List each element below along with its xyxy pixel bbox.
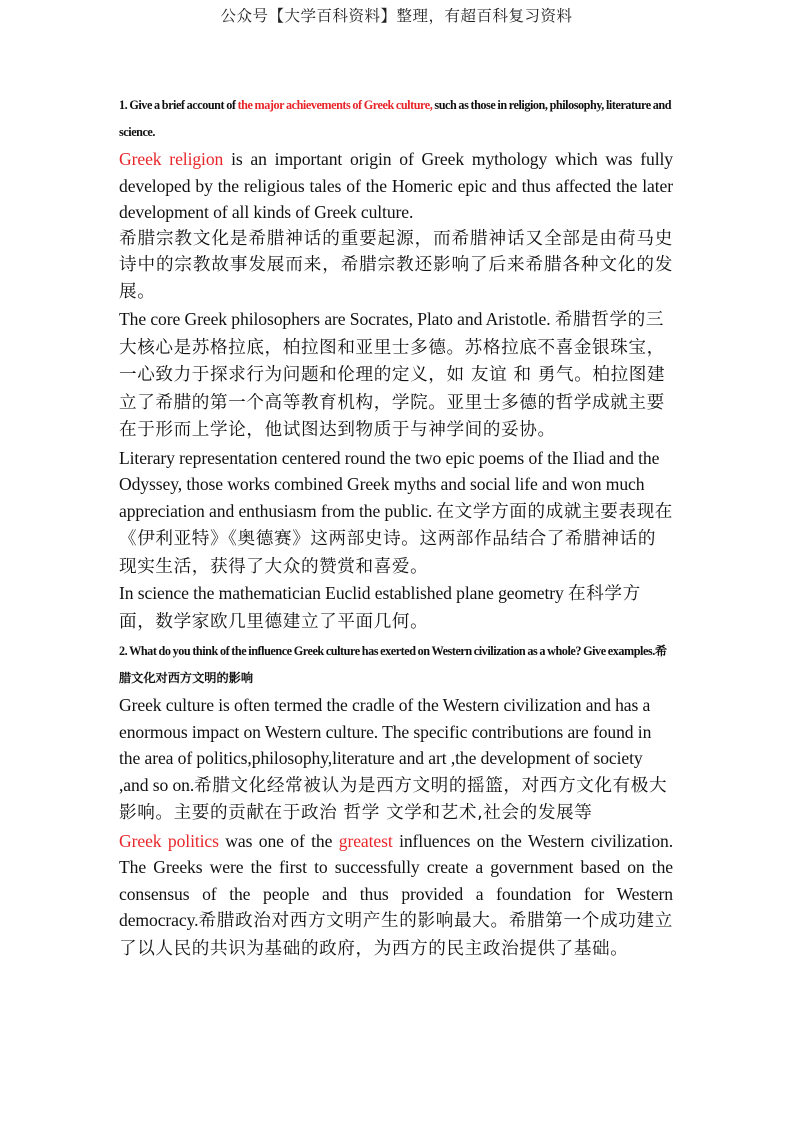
question-1 [119, 92, 673, 146]
question-1-prefix: 1. Give a brief account of [119, 98, 238, 112]
influence-text-en: Greek culture is often termed the cradle of the Western civilization and has a enormous impact on Western culture. The specific contributions are found in the area of politics,philosophy,literature and art ,the development of society ,and so on. [119, 695, 652, 795]
influence-text-zh: 希腊文化经常被认为是西方文明的摇篮，对西方文化有极大影响。主要的贡献在于政治 哲学 文学和艺术,社会的发展等 [119, 775, 668, 823]
religion-paragraph-zh: 希腊宗教文化是希腊神话的重要起源，而希腊神话又全部是由荷马史诗中的宗教故事发展而来，希腊宗教还影响了后来希腊各种文化的发展。 [119, 228, 673, 302]
politics-text-zh: 希腊政治对西方文明产生的影响最大。希腊第一个成功建立了以人民的共识为基础的政府，为西方的民主政治提供了基础。 [119, 911, 673, 959]
page-header: 公众号【大学百科资料】整理，有超百科复习资料 [220, 8, 573, 25]
philosophy-text-zh: 希腊哲学的三大核心是苏格拉底，柏拉图和亚里士多德。苏格拉底不喜金银珠宝，一心致力于探求行为问题和伦理的定义，如 友谊 和 勇气。柏拉图建立了希腊的第一个高等教育机构，学院。亚里士多德的哲学成就主要在于形而上学论，他试图达到物质于与神学间的妥协。 [119, 310, 666, 440]
document-body [119, 92, 673, 962]
literature-paragraph [119, 445, 673, 581]
literature-text-zh: 在文学方面的成就主要表现在《伊利亚特》《奥德赛》这两部史诗。这两部作品结合了希腊神话的现实生活，获得了大众的赞赏和喜爱。 [119, 501, 674, 577]
philosophy-text-en: The core Greek philosophers are Socrates, Plato and Aristotle. [119, 309, 555, 329]
literature-text-en: Literary representation centered round the two epic poems of the Iliad and the Odyssey, those works combined Greek myths and social life and won much appreciation and enthusiasm from the public. [119, 447, 660, 521]
politics-greatest-highlight: greatest [338, 830, 393, 851]
science-paragraph [119, 580, 673, 635]
question-1-suffix: such as those in religion, philosophy, literature and science. [119, 98, 672, 139]
politics-highlight: Greek politics [119, 830, 219, 851]
science-text-en: In science the mathematician Euclid established plane geometry [119, 583, 569, 603]
question-2 [119, 638, 673, 692]
politics-mid: was one of the [218, 830, 339, 851]
politics-text-en: influences on the Western civilization. The Greeks were the first to successfully create a government based on the consensus of the people and thus provided a foundation for Western democracy. [119, 830, 674, 930]
politics-paragraph [119, 828, 673, 963]
influence-paragraph [119, 692, 673, 827]
philosophy-paragraph [119, 306, 673, 444]
science-text-zh: 在科学方面，数学家欧几里德建立了平面几何。 [119, 584, 641, 632]
question-2-zh: 希腊文化对西方文明的影响 [119, 644, 667, 685]
question-1-highlight: the major achievements of Greek culture, [237, 98, 433, 112]
question-2-text: 2. What do you think of the influence Greek culture has exerted on Western civilization as a whole? Give examples. [119, 644, 655, 658]
religion-highlight: Greek religion [119, 149, 224, 169]
religion-paragraph-en [119, 146, 673, 226]
religion-text-en: is an important origin of Greek mythology which was fully developed by the religious tales of the Homeric epic and thus affected the later development of all kinds of Greek culture. [119, 149, 673, 222]
